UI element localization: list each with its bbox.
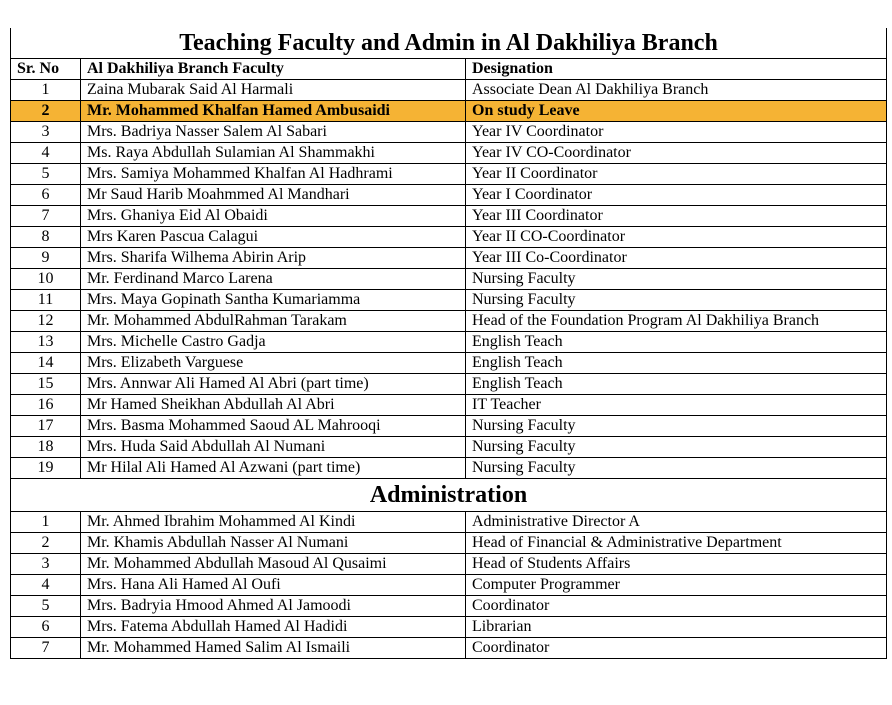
row-number: 19 (11, 458, 81, 479)
header-sr-no: Sr. No (11, 59, 81, 80)
administration-row (11, 533, 887, 554)
staff-name: Mrs. Fatema Abdullah Hamed Al Hadidi (81, 617, 466, 638)
staff-name: Mrs. Huda Said Abdullah Al Numani (81, 437, 466, 458)
row-number: 6 (11, 617, 81, 638)
staff-designation: Associate Dean Al Dakhiliya Branch (466, 80, 887, 101)
faculty-row (11, 269, 887, 290)
faculty-table-body (11, 80, 887, 479)
staff-designation: English Teach (466, 353, 887, 374)
faculty-row (11, 395, 887, 416)
administration-row (11, 554, 887, 575)
staff-name: Mr Hilal Ali Hamed Al Azwani (part time) (81, 458, 466, 479)
row-number: 14 (11, 353, 81, 374)
staff-designation: Nursing Faculty (466, 437, 887, 458)
staff-designation: English Teach (466, 332, 887, 353)
staff-name: Mrs Karen Pascua Calagui (81, 227, 466, 248)
header-row (11, 59, 887, 80)
row-number: 16 (11, 395, 81, 416)
faculty-row (11, 311, 887, 332)
row-number: 12 (11, 311, 81, 332)
staff-designation: Year IV CO-Coordinator (466, 143, 887, 164)
row-number: 8 (11, 227, 81, 248)
administration-heading-row (11, 479, 887, 512)
staff-designation: Year II Coordinator (466, 164, 887, 185)
staff-name: Mr. Ahmed Ibrahim Mohammed Al Kindi (81, 512, 466, 533)
page-title: Teaching Faculty and Admin in Al Dakhiliya Branch (11, 28, 887, 59)
faculty-row (11, 458, 887, 479)
staff-designation: English Teach (466, 374, 887, 395)
faculty-row (11, 248, 887, 269)
staff-name: Mrs. Annwar Ali Hamed Al Abri (part time) (81, 374, 466, 395)
faculty-row (11, 437, 887, 458)
staff-designation: Year II CO-Coordinator (466, 227, 887, 248)
staff-designation: Head of the Foundation Program Al Dakhiliya Branch (466, 311, 887, 332)
header-faculty: Al Dakhiliya Branch Faculty (81, 59, 466, 80)
faculty-row (11, 206, 887, 227)
staff-name: Mrs. Maya Gopinath Santha Kumariamma (81, 290, 466, 311)
faculty-row (11, 80, 887, 101)
faculty-row (11, 164, 887, 185)
staff-name: Mr. Khamis Abdullah Nasser Al Numani (81, 533, 466, 554)
staff-name: Mr. Ferdinand Marco Larena (81, 269, 466, 290)
row-number: 5 (11, 164, 81, 185)
administration-row (11, 596, 887, 617)
staff-designation: Year I Coordinator (466, 185, 887, 206)
staff-table (10, 28, 887, 659)
row-number: 18 (11, 437, 81, 458)
faculty-row (11, 143, 887, 164)
staff-name: Mrs. Sharifa Wilhema Abirin Arip (81, 248, 466, 269)
document-page (10, 28, 886, 659)
faculty-row (11, 122, 887, 143)
staff-name: Mrs. Michelle Castro Gadja (81, 332, 466, 353)
faculty-row (11, 416, 887, 437)
staff-designation: Librarian (466, 617, 887, 638)
staff-designation: On study Leave (466, 101, 887, 122)
staff-name: Mrs. Samiya Mohammed Khalfan Al Hadhrami (81, 164, 466, 185)
staff-designation: Coordinator (466, 596, 887, 617)
staff-name: Mrs. Badryia Hmood Ahmed Al Jamoodi (81, 596, 466, 617)
staff-name: Mrs. Hana Ali Hamed Al Oufi (81, 575, 466, 596)
row-number: 1 (11, 512, 81, 533)
header-designation: Designation (466, 59, 887, 80)
staff-name: Ms. Raya Abdullah Sulamian Al Shammakhi (81, 143, 466, 164)
row-number: 11 (11, 290, 81, 311)
staff-designation: Coordinator (466, 638, 887, 659)
staff-name: Mrs. Basma Mohammed Saoud AL Mahrooqi (81, 416, 466, 437)
row-number: 10 (11, 269, 81, 290)
staff-name: Mr. Mohammed Hamed Salim Al Ismaili (81, 638, 466, 659)
administration-row (11, 617, 887, 638)
staff-name: Mrs. Badriya Nasser Salem Al Sabari (81, 122, 466, 143)
staff-designation: IT Teacher (466, 395, 887, 416)
row-number: 5 (11, 596, 81, 617)
row-number: 15 (11, 374, 81, 395)
administration-row (11, 512, 887, 533)
staff-name: Zaina Mubarak Said Al Harmali (81, 80, 466, 101)
administration-row (11, 575, 887, 596)
staff-designation: Head of Financial & Administrative Department (466, 533, 887, 554)
administration-heading: Administration (11, 479, 887, 512)
row-number: 3 (11, 554, 81, 575)
row-number: 3 (11, 122, 81, 143)
staff-designation: Head of Students Affairs (466, 554, 887, 575)
row-number: 7 (11, 638, 81, 659)
staff-designation: Computer Programmer (466, 575, 887, 596)
row-number: 7 (11, 206, 81, 227)
staff-name: Mr. Mohammed AbdulRahman Tarakam (81, 311, 466, 332)
staff-designation: Administrative Director A (466, 512, 887, 533)
staff-name: Mr. Mohammed Abdullah Masoud Al Qusaimi (81, 554, 466, 575)
row-number: 6 (11, 185, 81, 206)
row-number: 4 (11, 143, 81, 164)
faculty-row (11, 332, 887, 353)
staff-name: Mr. Mohammed Khalfan Hamed Ambusaidi (81, 101, 466, 122)
faculty-row (11, 101, 887, 122)
administration-row (11, 638, 887, 659)
faculty-row (11, 227, 887, 248)
row-number: 2 (11, 101, 81, 122)
faculty-row (11, 353, 887, 374)
staff-designation: Year III Co-Coordinator (466, 248, 887, 269)
staff-name: Mr Saud Harib Moahmmed Al Mandhari (81, 185, 466, 206)
row-number: 1 (11, 80, 81, 101)
row-number: 13 (11, 332, 81, 353)
row-number: 17 (11, 416, 81, 437)
staff-designation: Nursing Faculty (466, 416, 887, 437)
administration-table-body (11, 512, 887, 659)
staff-name: Mr Hamed Sheikhan Abdullah Al Abri (81, 395, 466, 416)
faculty-row (11, 374, 887, 395)
title-row (11, 28, 887, 59)
faculty-row (11, 185, 887, 206)
staff-designation: Year III Coordinator (466, 206, 887, 227)
staff-designation: Nursing Faculty (466, 290, 887, 311)
staff-designation: Nursing Faculty (466, 458, 887, 479)
staff-name: Mrs. Ghaniya Eid Al Obaidi (81, 206, 466, 227)
row-number: 2 (11, 533, 81, 554)
staff-name: Mrs. Elizabeth Varguese (81, 353, 466, 374)
faculty-row (11, 290, 887, 311)
staff-designation: Nursing Faculty (466, 269, 887, 290)
row-number: 9 (11, 248, 81, 269)
staff-designation: Year IV Coordinator (466, 122, 887, 143)
row-number: 4 (11, 575, 81, 596)
